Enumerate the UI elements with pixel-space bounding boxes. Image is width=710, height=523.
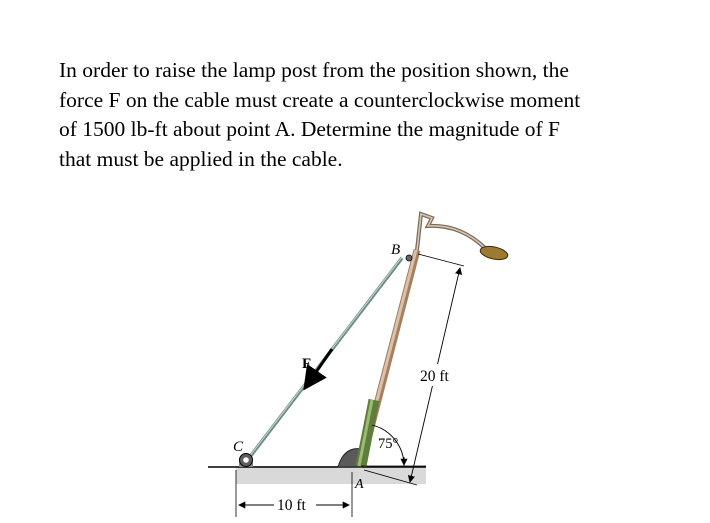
angle-label: 75°: [378, 436, 399, 452]
force-label: F: [302, 356, 312, 372]
ground-strip: [236, 466, 426, 484]
pin-b: [406, 255, 412, 261]
dim-20ft-ext-top: [418, 254, 464, 266]
label-b: B: [391, 242, 401, 258]
problem-line-3: of 1500 lb-ft about point A. Determine the magnitude of F: [59, 117, 560, 141]
problem-line-4: that must be applied in the cable.: [59, 146, 343, 171]
problem-line-2: force F on the cable must create a counterclockwise moment: [59, 87, 581, 112]
dim-20ft-label: 20 ft: [420, 368, 449, 385]
post-sleeve: [361, 400, 374, 466]
anchor-c: [239, 454, 253, 468]
problem-line-1: In order to raise the lamp post from the position shown, the: [59, 58, 569, 82]
label-a: A: [355, 477, 364, 492]
lamp-head: [479, 244, 509, 262]
dim-10ft-label: 10 ft: [277, 497, 306, 514]
lamp-arm-highlight: [417, 214, 485, 250]
label-c: C: [233, 439, 244, 455]
lamp-arm: [417, 214, 485, 250]
